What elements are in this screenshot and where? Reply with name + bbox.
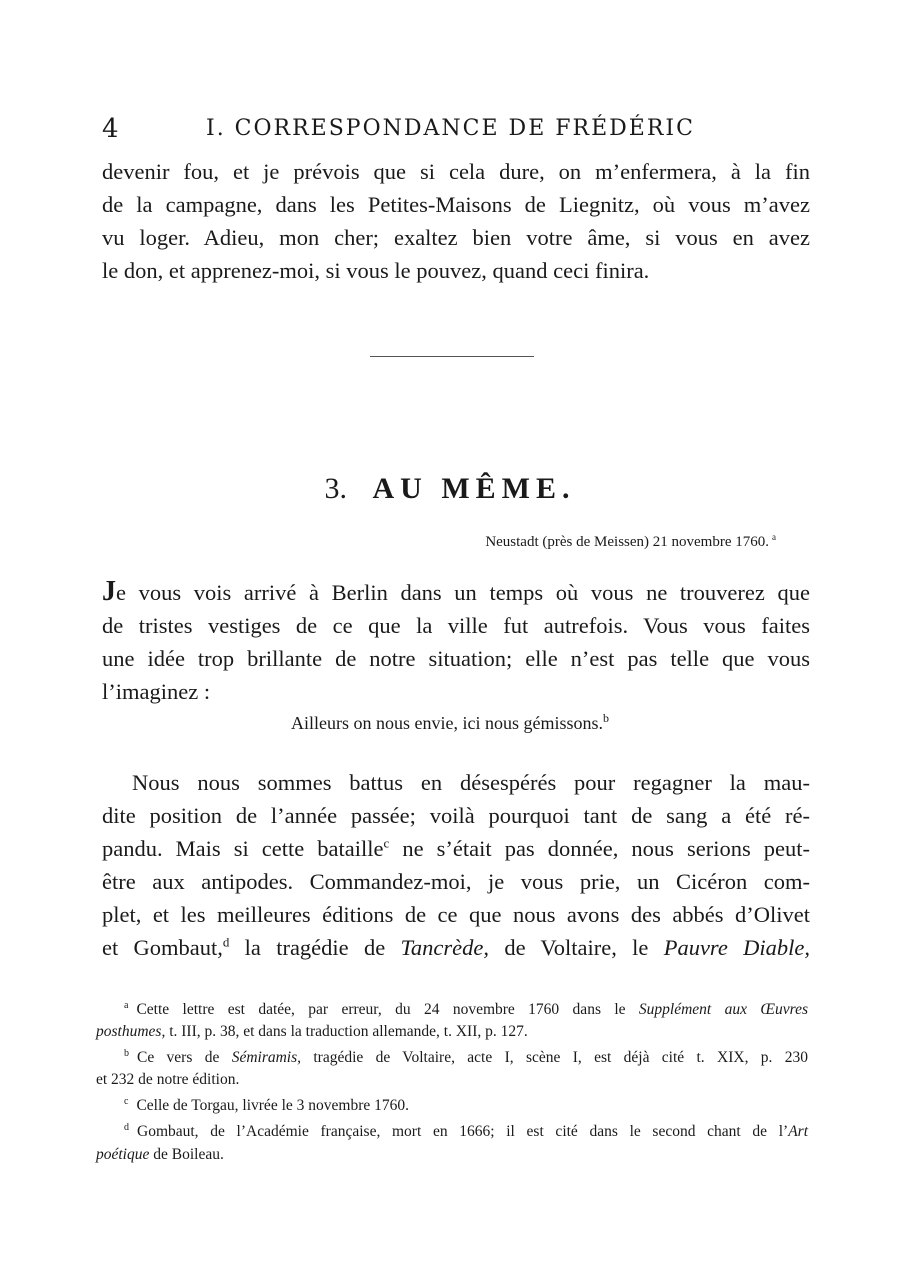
text-run: Celle de Torgau, livrée le 3 novembre 1760. bbox=[136, 1097, 409, 1115]
drop-cap: J bbox=[102, 576, 116, 607]
footnote-line: et 232 de notre édition. bbox=[96, 1071, 240, 1089]
footnote-d bbox=[96, 1117, 808, 1165]
italic-title: Supplément aux Œuvres bbox=[638, 1001, 808, 1019]
text-line bbox=[102, 931, 810, 964]
section-number: 3. bbox=[324, 472, 347, 505]
footnote-mark: c bbox=[124, 1096, 129, 1108]
text-line: vu loger. Adieu, mon cher; exaltez bien votre âme, si vous en avez bbox=[102, 225, 810, 250]
footnote-mark: d bbox=[124, 1122, 129, 1134]
text-line: plet, et les meilleures éditions de ce que nous avons des abbés d’Olivet bbox=[102, 902, 810, 927]
footnote-ref: b bbox=[602, 711, 609, 725]
text-line bbox=[102, 832, 810, 865]
italic-title: Pauvre Diable, bbox=[663, 935, 810, 960]
section-title bbox=[0, 472, 900, 506]
footnote-line bbox=[96, 1117, 808, 1143]
footnote-line bbox=[96, 1021, 808, 1043]
text-run: e vous vois arrivé à Berlin dans un temps où vous ne trouverez que bbox=[116, 580, 810, 605]
text-run: t. III, p. 38, et dans la traduction allemande, t. XII, p. 127. bbox=[165, 1023, 528, 1041]
verse-text: Ailleurs on nous envie, ici nous gémissons. bbox=[291, 713, 603, 733]
footnote-mark: b bbox=[124, 1048, 129, 1060]
footnote-mark: a bbox=[124, 1000, 129, 1011]
letter-paragraph bbox=[102, 575, 810, 708]
footnote-line bbox=[96, 995, 808, 1021]
text-line: dite position de l’année passée; voilà pourquoi tant de sang a été ré- bbox=[102, 803, 810, 828]
verse-quotation bbox=[0, 711, 900, 734]
footnote-b bbox=[96, 1043, 808, 1091]
footnote-ref: c bbox=[383, 835, 390, 851]
text-line: être aux antipodes. Commandez-moi, je vous prie, un Cicéron com- bbox=[102, 869, 810, 894]
footnote-ref: a bbox=[772, 532, 776, 542]
text-line: de la campagne, dans les Petites-Maisons de Liegnitz, où vous m’avez bbox=[102, 192, 810, 217]
footnote-line bbox=[96, 1144, 808, 1166]
text-line: de tristes vestiges de ce que la ville fut autrefois. Vous vous faites bbox=[102, 613, 810, 638]
dateline-text: Neustadt (près de Meissen) 21 novembre 1760. bbox=[485, 534, 769, 550]
letter-dateline bbox=[485, 532, 776, 551]
text-line: devenir fou, et je prévois que si cela dure, on m’enfermera, à la fin bbox=[102, 159, 810, 184]
footnote-line bbox=[96, 1091, 808, 1117]
section-divider bbox=[370, 356, 534, 357]
text-run: Ce vers de bbox=[137, 1049, 232, 1067]
italic-title: Sémiramis, bbox=[231, 1049, 302, 1067]
text-run: de Voltaire, le bbox=[489, 935, 664, 960]
text-line bbox=[102, 575, 810, 609]
italic-title: posthumes, bbox=[96, 1023, 166, 1041]
text-line: une idée trop brillante de notre situation; elle n’est pas telle que vous bbox=[102, 646, 810, 671]
text-run: Cette lettre est datée, par erreur, du 24 novembre 1760 dans le bbox=[136, 1001, 639, 1019]
text-run: la tragédie de bbox=[229, 935, 401, 960]
letter-paragraph bbox=[102, 766, 810, 964]
italic-title: Tancrède, bbox=[400, 935, 490, 960]
text-run: de Boileau. bbox=[149, 1145, 224, 1163]
paragraph-continued bbox=[102, 155, 810, 287]
text-run: pandu. Mais si cette bataille bbox=[102, 836, 384, 861]
text-run: tragédie de Voltaire, acte I, scène I, est déjà cité t. XIX, p. 230 bbox=[301, 1049, 808, 1067]
footnote-line bbox=[96, 1043, 808, 1069]
text-line: Nous nous sommes battus en désespérés pour regagner la mau- bbox=[132, 770, 810, 795]
section-name: AU MÊME. bbox=[372, 472, 576, 505]
text-run: Gombaut, de l’Académie française, mort en 1666; il est cité dans le second chant de l’ bbox=[137, 1123, 789, 1141]
footnote-c bbox=[96, 1091, 808, 1117]
italic-title: Art bbox=[788, 1123, 808, 1141]
page-header bbox=[102, 112, 807, 146]
page-number: 4 bbox=[102, 114, 119, 144]
footnote-a bbox=[96, 995, 808, 1043]
text-line: l’imaginez : bbox=[102, 679, 211, 704]
text-run: et Gombaut, bbox=[102, 935, 223, 960]
text-run: ne s’était pas donnée, nous serions peut- bbox=[389, 836, 810, 861]
running-head: I. CORRESPONDANCE DE FRÉDÉRIC bbox=[206, 116, 695, 141]
footnote-ref: d bbox=[222, 934, 230, 950]
footnotes bbox=[96, 995, 808, 1166]
text-line: le don, et apprenez-moi, si vous le pouvez, quand ceci finira. bbox=[102, 258, 650, 283]
italic-title: poétique bbox=[96, 1145, 150, 1163]
